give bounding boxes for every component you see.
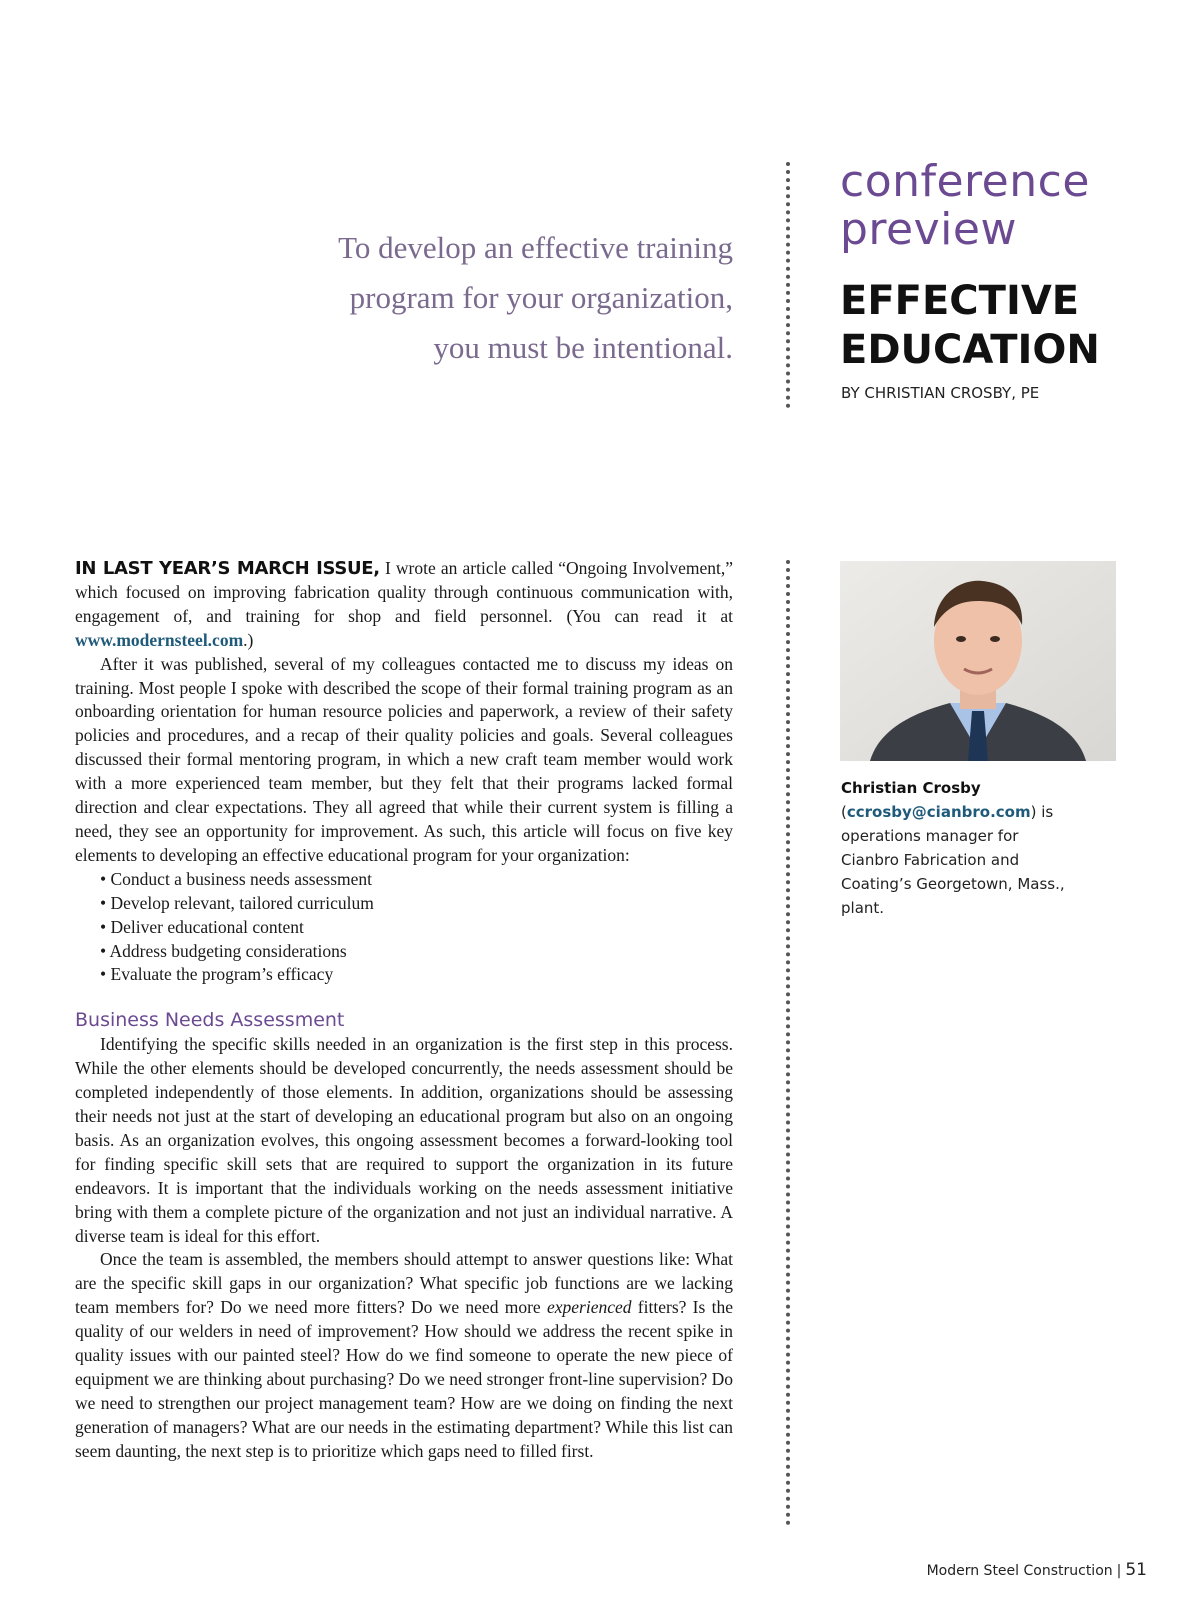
caption-text: )	[1030, 803, 1037, 821]
article-title	[840, 277, 1100, 375]
paragraph	[75, 1248, 733, 1463]
list-item: • Deliver educational content	[100, 916, 304, 937]
title-line: EDUCATION	[840, 327, 1100, 373]
caption-text: (	[841, 803, 847, 821]
emphasis-text: experienced	[546, 1297, 632, 1318]
page-footer	[927, 1560, 1147, 1580]
footer-separator: |	[1116, 1563, 1122, 1579]
section-kicker	[840, 158, 1090, 254]
lead-in: IN LAST YEAR’S MARCH ISSUE,	[75, 558, 380, 579]
article-body	[75, 557, 733, 1464]
author-caption	[841, 776, 1081, 920]
paragraph: After it was published, several of my colleagues contacted me to discuss my ideas on training. Most people I spoke with described the scope of their formal training program as an onboarding orientation for human resource policies and paperwork, a review of their safety policies and procedures, and a recap of their quality policies and goals. Several colleagues discussed their formal mentoring program, in which a new craft team member would work with a more experienced team member, but they felt that their programs lacked formal direction and clear expectations. They all agreed that while their current system is filling a need, they see an opportunity for improvement. As such, this article will focus on five key elements to developing an effective educational program for your organization:	[75, 653, 733, 865]
paragraph-text: .)	[243, 629, 254, 650]
kicker-line: preview	[840, 204, 1017, 255]
divider-top	[786, 162, 790, 408]
pull-quote	[300, 223, 733, 373]
author-name: Christian Crosby	[841, 779, 981, 797]
pull-quote-line: program for your organization,	[349, 280, 733, 315]
paragraph-text: fitters? Is the quality of our welders in need of improvement? How should we address the recent spike in quality issues with our painted steel? How do we find someone to operate the new piece of equipment we are thinking about purchasing? Do we need stronger front-line supervision? Do we need to strengthen our project management team? How are we doing on finding the next generation of managers? What are our needs in the estimating department? While this list can seem daunting, the next step is to prioritize which gaps need to filled first.	[75, 1297, 734, 1461]
paragraph	[75, 557, 733, 653]
byline: BY CHRISTIAN CROSBY, PE	[841, 384, 1040, 402]
author-bio: is operations manager for Cianbro Fabrication and Coating’s Georgetown, Mass., plant.	[841, 803, 1065, 917]
paragraph: Identifying the specific skills needed in an organization is the first step in this process. While the other elements should be developed concurrently, the needs assessment should be completed independently of those elements. In addition, organizations should be assessing their needs not just at the start of developing an educational program but also on an ongoing basis. As an organization evolves, this ongoing assessment becomes a forward-looking tool for finding specific skill sets that are required to support the organization in its future endeavors. It is important that the individuals working on the needs assessment initiative bring with them a complete picture of the organization and not just an individual narrative. A diverse team is ideal for this effort.	[75, 1034, 733, 1246]
list-item: • Conduct a business needs assessment	[100, 868, 372, 889]
list-item: • Develop relevant, tailored curriculum	[100, 892, 374, 913]
pull-quote-line: To develop an effective training	[338, 230, 733, 265]
page-number: 51	[1125, 1560, 1147, 1580]
author-portrait-icon	[840, 561, 1116, 761]
bullet-list	[75, 868, 733, 988]
kicker-line: conference	[840, 156, 1090, 207]
author-photo	[840, 561, 1116, 761]
list-item: • Address budgeting considerations	[100, 940, 347, 961]
website-link[interactable]: www.modernsteel.com	[75, 629, 244, 650]
section-heading: Business Needs Assessment	[75, 1009, 345, 1032]
title-line: EFFECTIVE	[840, 278, 1080, 324]
author-email-link[interactable]: ccrosby@cianbro.com	[846, 803, 1031, 821]
paragraph-text: I wrote an article called “Ongoing Involvement,” which focused on improving fabrication quality through continuous communication with, engagement of, and training for shop and field personnel. (You can read it at	[75, 558, 733, 626]
divider-bottom	[786, 560, 790, 1526]
paragraph-text: Once the team is assembled, the members should attempt to answer questions like: What are the specific skill gaps in our organization? What specific job functions are we lacking team members for? Do we need more fitters? Do we need more	[75, 1249, 733, 1318]
pull-quote-line: you must be intentional.	[433, 330, 733, 365]
publication-name: Modern Steel Construction	[926, 1563, 1113, 1579]
list-item: • Evaluate the program’s efficacy	[100, 964, 334, 985]
